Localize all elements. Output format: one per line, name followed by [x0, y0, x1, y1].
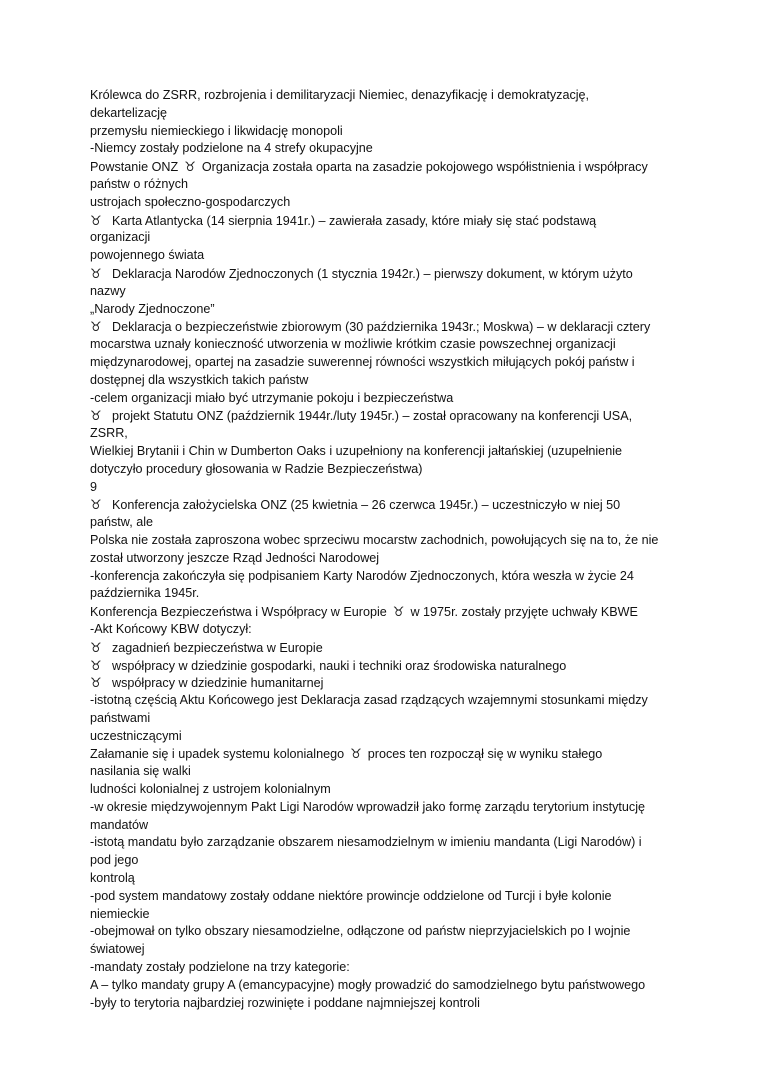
- line-text-after: w 1975r. zostały przyjęte uchwały KBWE: [410, 605, 638, 620]
- text-line: mandatów: [90, 817, 149, 832]
- line-text-after: proces ten rozpoczął się w wyniku stałego: [367, 747, 603, 762]
- text-line: dotyczyło procedury głosowania w Radzie Bezpieczeństwa): [90, 461, 423, 476]
- text-line: 9: [90, 479, 98, 494]
- taurus-bullet-icon: ♉: [90, 408, 102, 424]
- text-line: -istotą mandatu było zarządzanie obszarem niesamodzielnym w imieniu mandanta (Ligi Narodów) i: [90, 835, 642, 850]
- text-line: państw, ale: [90, 515, 154, 530]
- taurus-bullet-icon: ♉: [90, 497, 102, 513]
- bullet-text: Deklaracja Narodów Zjednoczonych (1 stycznia 1942r.) – pierwszy dokument, w którym użyto: [112, 266, 633, 281]
- taurus-bullet-icon: ♉: [184, 159, 196, 175]
- text-line: Polska nie została zaproszona wobec sprzeciwu mocarstw zachodnich, powołujących się na to, że nie: [90, 532, 659, 547]
- text-line: państwami: [90, 710, 151, 725]
- taurus-bullet-icon: ♉: [90, 212, 102, 228]
- text-line: -mandaty zostały podzielone na trzy kategorie:: [90, 960, 350, 975]
- line-text-before: Załamanie się i upadek systemu kolonialnego: [90, 747, 345, 762]
- taurus-bullet-icon: ♉: [350, 746, 362, 762]
- taurus-bullet-icon: ♉: [90, 657, 102, 673]
- text-line: Wielkiej Brytanii i Chin w Dumberton Oaks i uzupełniony na konferencji jałtańskiej (uzupełnienie: [90, 443, 622, 458]
- text-line: -istotną częścią Aktu Końcowego jest Deklaracja zasad rządzących wzajemnymi stosunkami między: [90, 693, 648, 708]
- text-line: ustrojach społeczno-gospodarczych: [90, 194, 291, 209]
- text-line: został utworzony jeszcze Rząd Jedności Narodowej: [90, 550, 380, 565]
- text-line: ZSRR,: [90, 426, 128, 441]
- text-line: światowej: [90, 942, 145, 957]
- text-line: [90, 657, 680, 675]
- text-line: A – tylko mandaty grupy A (emancypacyjne) mogły prowadzić do samodzielnego bytu państwowego: [90, 977, 646, 992]
- text-line: pod jego: [90, 853, 139, 868]
- bullet-text: współpracy w dziedzinie humanitarnej: [112, 676, 324, 691]
- line-text-after: Organizacja została oparta na zasadzie pokojowego współistnienia i współpracy: [201, 160, 648, 175]
- text-line: października 1945r.: [90, 586, 200, 601]
- text-line: państw o różnych: [90, 176, 189, 191]
- bullet-text: zagadnień bezpieczeństwa w Europie: [112, 640, 323, 655]
- text-line: [90, 639, 680, 657]
- text-line: [90, 158, 680, 176]
- text-line: [90, 318, 680, 336]
- text-line: -w okresie międzywojennym Pakt Ligi Narodów wprowadził jako formę zarządu terytorium instytucję: [90, 799, 646, 814]
- text-line: -Niemcy zostały podzielone na 4 strefy okupacyjne: [90, 141, 373, 156]
- bullet-text: Karta Atlantycka (14 sierpnia 1941r.) – zawierała zasady, które miały się stać podstawą: [112, 213, 597, 228]
- text-line: powojennego świata: [90, 248, 205, 263]
- text-line: [90, 674, 680, 692]
- taurus-bullet-icon: ♉: [90, 639, 102, 655]
- taurus-bullet-icon: ♉: [90, 265, 102, 281]
- line-text-before: Konferencja Bezpieczeństwa i Współpracy w Europie: [90, 605, 387, 620]
- bullet-text: Deklaracja o bezpieczeństwie zbiorowym (30 października 1943r.; Moskwa) – w deklaracji cztery: [112, 320, 651, 335]
- taurus-bullet-icon: ♉: [90, 319, 102, 335]
- text-line: [90, 407, 680, 425]
- text-line: -pod system mandatowy zostały oddane niektóre prowincje oddzielone od Turcji i byłe kolonie: [90, 888, 612, 903]
- text-line: ludności kolonialnej z ustrojem kolonialnym: [90, 782, 331, 797]
- text-line: Królewca do ZSRR, rozbrojenia i demilitaryzacji Niemiec, denazyfikację i demokratyzację,: [90, 88, 590, 102]
- text-line: dostępnej dla wszystkich takich państw: [90, 372, 309, 387]
- text-line: [90, 212, 680, 230]
- text-line: mocarstwa uznały konieczność utworzenia w możliwie krótkim czasie powszechnej organizacji: [90, 337, 616, 352]
- text-line: przemysłu niemieckiego i likwidację monopoli: [90, 123, 343, 138]
- line-text-before: Powstanie ONZ: [90, 160, 179, 175]
- text-line: kontrolą: [90, 871, 135, 886]
- text-line: -celem organizacji miało być utrzymanie pokoju i bezpieczeństwa: [90, 390, 454, 405]
- text-line: organizacji: [90, 230, 151, 245]
- bullet-text: współpracy w dziedzinie gospodarki, nauki i techniki oraz środowiska naturalnego: [112, 658, 567, 673]
- text-line: dekartelizację: [90, 105, 168, 120]
- text-line: -Akt Końcowy KBW dotyczył:: [90, 621, 252, 636]
- text-line: uczestniczącymi: [90, 728, 182, 743]
- text-line: [90, 265, 680, 283]
- text-line: międzynarodowej, opartej na zasadzie suwerennej równości wszystkich miłujących pokój państw i: [90, 354, 635, 369]
- text-line: nasilania się walki: [90, 764, 191, 779]
- text-line: -obejmował on tylko obszary niesamodzielne, odłączone od państw nieprzyjacielskich po I wojnie: [90, 924, 631, 939]
- bullet-text: projekt Statutu ONZ (październik 1944r./luty 1945r.) – został opracowany na konferencji USA,: [112, 409, 633, 424]
- taurus-bullet-icon: ♉: [392, 604, 405, 620]
- text-line: [90, 496, 680, 514]
- text-line: -konferencja zakończyła się podpisaniem Karty Narodów Zjednoczonych, która weszła w życie 24: [90, 568, 634, 583]
- text-line: „Narody Zjednoczone”: [90, 301, 215, 316]
- text-line: [90, 745, 680, 763]
- text-line: -były to terytoria najbardziej rozwinięte i poddane najmniejszej kontroli: [90, 995, 480, 1010]
- text-line: nazwy: [90, 283, 126, 298]
- bullet-text: Konferencja założycielska ONZ (25 kwietnia – 26 czerwca 1945r.) – uczestniczyło w niej 50: [112, 498, 621, 513]
- text-line: [90, 603, 680, 621]
- taurus-bullet-icon: ♉: [90, 675, 102, 691]
- text-line: niemieckie: [90, 906, 150, 921]
